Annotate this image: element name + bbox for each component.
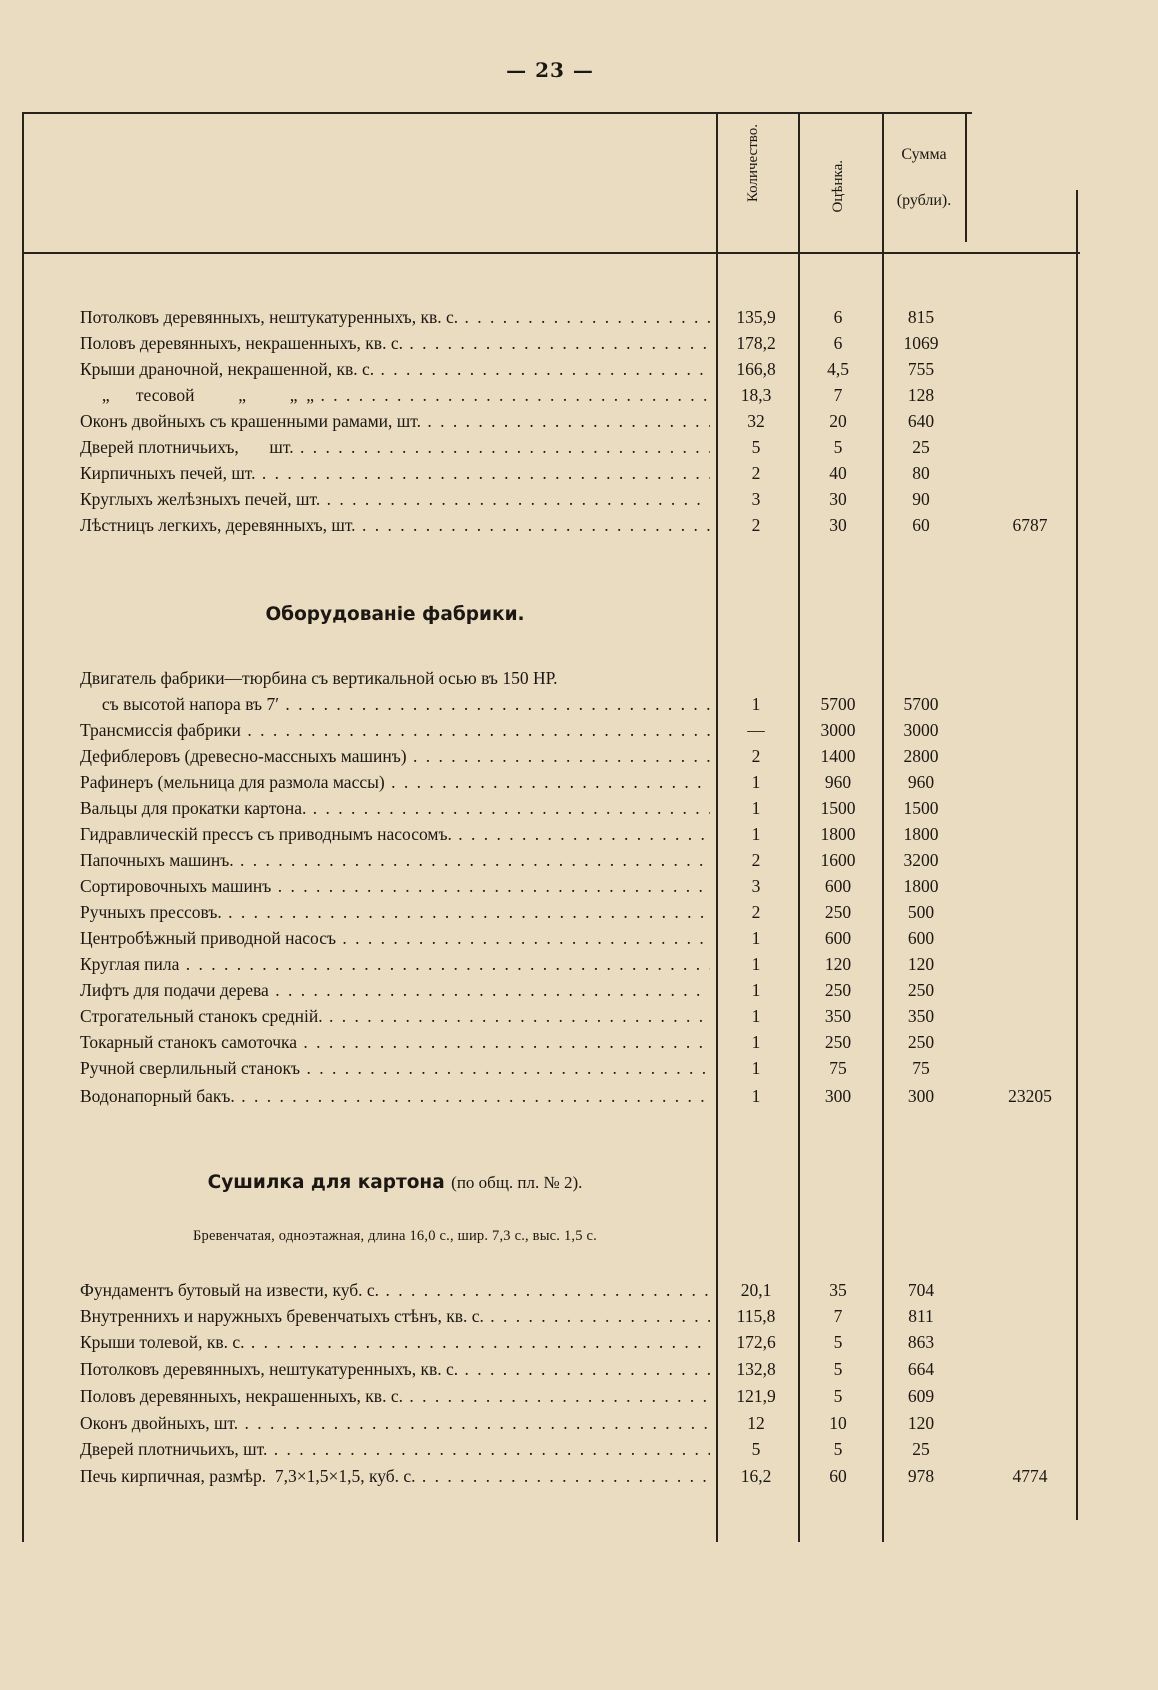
item-rate: 6 — [833, 333, 843, 353]
item-description: Двигатель фабрики—тюрбина съ вертикальной осью въ 150 НР. — [80, 668, 558, 688]
page-number: — 23 — — [506, 58, 594, 82]
item-quantity: 1 — [751, 772, 761, 792]
table-row — [80, 770, 1080, 794]
item-quantity: 166,8 — [736, 359, 776, 379]
table-row — [80, 1464, 1080, 1488]
item-rate: 30 — [829, 489, 847, 509]
section-title-equipment: Оборудованіе фабрики. — [265, 604, 525, 625]
item-sum: 120 — [907, 954, 935, 974]
item-description: Трансмиссія фабрики . . . — [80, 718, 710, 742]
item-quantity: 20,1 — [740, 1280, 772, 1300]
table-row — [80, 383, 1080, 407]
item-description: „ тесовой „ „ „ . . . — [80, 383, 710, 407]
item-sum: 664 — [907, 1359, 935, 1379]
table-row — [80, 513, 1080, 537]
item-description: Половъ деревянныхъ, некрашенныхъ, кв. с. . . . — [80, 331, 710, 355]
item-sum: 75 — [912, 1058, 930, 1078]
table-row — [80, 926, 1080, 950]
item-quantity: 1 — [751, 928, 761, 948]
item-quantity: 16,2 — [740, 1466, 772, 1486]
item-rate: 5 — [833, 437, 843, 457]
item-sum: 1069 — [903, 333, 939, 353]
item-rate: 5 — [833, 1332, 843, 1352]
item-description: Папочныхъ машинъ. . . . — [80, 848, 710, 872]
item-description: Дверей плотничьихъ, шт. . . . — [80, 1437, 710, 1461]
item-sum: 600 — [907, 928, 935, 948]
item-quantity: 32 — [747, 411, 765, 431]
item-sum: 500 — [907, 902, 935, 922]
item-rate: 3000 — [820, 720, 856, 740]
item-description: Крыши толевой, кв. с. . . . — [80, 1330, 710, 1354]
item-sum: 350 — [907, 1006, 935, 1026]
item-sum: 3000 — [903, 720, 939, 740]
item-sum: 90 — [912, 489, 930, 509]
section-note-dryer: Бревенчатая, одноэтажная, длина 16,0 с., шир. 7,3 с., выс. 1,5 с. — [193, 1228, 597, 1244]
table-row — [80, 357, 1080, 381]
table-row — [80, 874, 1080, 898]
item-quantity: 1 — [751, 694, 761, 714]
item-description: Сортировочныхъ машинъ . . . — [80, 874, 710, 898]
item-description: Лѣстницъ легкихъ, деревянныхъ, шт. . . . — [80, 513, 710, 537]
item-rate: 350 — [824, 1006, 852, 1026]
item-quantity: 1 — [751, 1032, 761, 1052]
item-quantity: 121,9 — [736, 1386, 776, 1406]
item-sum: 863 — [907, 1332, 935, 1352]
item-quantity: 1 — [751, 1086, 761, 1106]
item-quantity: 1 — [751, 798, 761, 818]
item-sum: 811 — [908, 1306, 934, 1326]
item-total: 23205 — [1008, 1086, 1052, 1106]
item-quantity: 132,8 — [736, 1359, 776, 1379]
item-description: Рафинеръ (мельница для размола массы) . . . — [80, 770, 710, 794]
item-sum: 2800 — [903, 746, 939, 766]
header-bottom-rule — [22, 252, 1080, 254]
item-sum: 609 — [907, 1386, 935, 1406]
item-description: Потолковъ деревянныхъ, нештукатуренныхъ, кв. с. . . . — [80, 305, 710, 329]
item-rate: 6 — [833, 307, 843, 327]
item-sum: 120 — [907, 1413, 935, 1433]
item-quantity: 178,2 — [736, 333, 776, 353]
item-sum: 80 — [912, 463, 930, 483]
header-sum-line2: (рубли). — [896, 192, 952, 209]
table-row — [80, 848, 1080, 872]
item-quantity: 2 — [751, 463, 761, 483]
item-sum: 250 — [907, 1032, 935, 1052]
item-rate: 250 — [824, 902, 852, 922]
item-sum: 815 — [907, 307, 935, 327]
item-sum: 640 — [907, 411, 935, 431]
table-row — [80, 1384, 1080, 1408]
table-row — [80, 1330, 1080, 1354]
table-row — [80, 900, 1080, 924]
item-rate: 10 — [829, 1413, 847, 1433]
item-rate: 5 — [833, 1359, 843, 1379]
item-rate: 7 — [833, 385, 843, 405]
item-total: 6787 — [1012, 515, 1048, 535]
item-rate: 300 — [824, 1086, 852, 1106]
item-description: Оконъ двойныхъ, шт. . . . — [80, 1411, 710, 1435]
item-description: Печь кирпичная, размѣр. 7,3×1,5×1,5, куб. с. . . . — [80, 1464, 710, 1488]
item-sum: 704 — [907, 1280, 935, 1300]
item-quantity: 2 — [751, 902, 761, 922]
table-row — [80, 1357, 1080, 1381]
table-row — [80, 822, 1080, 846]
header-quantity: Количество. — [745, 124, 761, 203]
table-row — [80, 978, 1080, 1002]
item-description: Круглая пила . . . — [80, 952, 710, 976]
item-rate: 20 — [829, 411, 847, 431]
item-description: Половъ деревянныхъ, некрашенныхъ, кв. с. . . . — [80, 1384, 710, 1408]
table-row — [80, 435, 1080, 459]
item-description: Вальцы для прокатки картона. . . . — [80, 796, 710, 820]
col-divider-total — [965, 112, 967, 242]
item-quantity: 1 — [751, 980, 761, 1000]
item-description: Ручныхъ прессовъ. . . . — [80, 900, 710, 924]
section-title-dryer-sub: (по общ. пл. № 2). — [451, 1173, 583, 1192]
item-quantity: 3 — [751, 489, 761, 509]
item-description: Крыши драночной, некрашенной, кв. с. . . . — [80, 357, 710, 381]
table-row — [80, 331, 1080, 355]
item-rate: 250 — [824, 1032, 852, 1052]
table-row — [80, 1411, 1080, 1435]
item-sum: 250 — [907, 980, 935, 1000]
item-description: Оконъ двойныхъ съ крашенными рамами, шт. . . . — [80, 409, 710, 433]
item-rate: 7 — [833, 1306, 843, 1326]
table-row — [80, 1004, 1080, 1028]
section-title-dryer — [80, 1172, 710, 1193]
item-rate: 1800 — [820, 824, 856, 844]
item-rate: 1400 — [820, 746, 856, 766]
item-sum: 1800 — [903, 876, 939, 896]
left-border — [22, 112, 24, 1542]
item-quantity: 18,3 — [740, 385, 772, 405]
item-sum: 300 — [907, 1086, 935, 1106]
item-sum: 25 — [912, 1439, 930, 1459]
table-row — [80, 1030, 1080, 1054]
item-quantity: 1 — [751, 954, 761, 974]
item-sum: 3200 — [903, 850, 939, 870]
item-rate: 4,5 — [827, 359, 849, 379]
table-top-rule — [22, 112, 972, 114]
item-quantity: 1 — [751, 1006, 761, 1026]
item-description: Строгательный станокъ средній. . . . — [80, 1004, 710, 1028]
item-rate: 60 — [829, 1466, 847, 1486]
table-row — [80, 1084, 1080, 1108]
item-description: Гидравлическій прессъ съ приводнымъ насосомъ. . . . — [80, 822, 710, 846]
item-rate: 1600 — [820, 850, 856, 870]
item-quantity: 1 — [751, 824, 761, 844]
section-title-dryer-main: Сушилка для картона — [207, 1172, 445, 1193]
table-row — [80, 744, 1080, 768]
item-description: Водонапорный бакъ. . . . — [80, 1084, 710, 1108]
item-rate: 5 — [833, 1439, 843, 1459]
table-row — [80, 718, 1080, 742]
item-quantity: 5 — [751, 1439, 761, 1459]
table-row — [80, 796, 1080, 820]
item-rate: 600 — [824, 928, 852, 948]
table-row — [80, 409, 1080, 433]
item-rate: 40 — [829, 463, 847, 483]
item-sum: 60 — [912, 515, 930, 535]
item-rate: 5 — [833, 1386, 843, 1406]
item-rate: 250 — [824, 980, 852, 1000]
item-rate: 960 — [824, 772, 852, 792]
item-description: Фундаментъ бутовый на извести, куб. с. . . . — [80, 1278, 710, 1302]
item-quantity: 2 — [751, 515, 761, 535]
item-quantity: 2 — [751, 746, 761, 766]
item-quantity: 1 — [751, 1058, 761, 1078]
table-row — [80, 1304, 1080, 1328]
item-rate: 35 — [829, 1280, 847, 1300]
item-sum: 978 — [907, 1466, 935, 1486]
item-sum: 128 — [907, 385, 935, 405]
item-description: Кирпичныхъ печей, шт. . . . — [80, 461, 710, 485]
item-sum: 5700 — [903, 694, 939, 714]
item-quantity: 3 — [751, 876, 761, 896]
header-sum-line1: Сумма — [901, 146, 947, 163]
item-description: Круглыхъ желѣзныхъ печей, шт. . . . — [80, 487, 710, 511]
item-rate: 75 — [829, 1058, 847, 1078]
item-quantity: 12 — [747, 1413, 765, 1433]
item-sum: 755 — [907, 359, 935, 379]
table-row — [80, 1278, 1080, 1302]
table-row — [80, 952, 1080, 976]
table-row — [80, 487, 1080, 511]
item-quantity: — — [747, 720, 765, 740]
table-row — [80, 1437, 1080, 1461]
item-description: Лифтъ для подачи дерева . . . — [80, 978, 710, 1002]
item-sum: 1500 — [903, 798, 939, 818]
item-description: съ высотой напора въ 7′ . . . — [80, 692, 710, 716]
item-rate: 30 — [829, 515, 847, 535]
item-description: Внутреннихъ и наружныхъ бревенчатыхъ стѣнъ, кв. с. . . . — [80, 1304, 710, 1328]
item-description: Центробѣжный приводной насосъ . . . — [80, 926, 710, 950]
item-sum: 960 — [907, 772, 935, 792]
item-quantity: 135,9 — [736, 307, 776, 327]
item-quantity: 115,8 — [736, 1306, 776, 1326]
table-row — [80, 305, 1080, 329]
item-description: Ручной сверлильный станокъ . . . — [80, 1056, 710, 1080]
item-sum: 25 — [912, 437, 930, 457]
item-total: 4774 — [1012, 1466, 1048, 1486]
item-rate: 1500 — [820, 798, 856, 818]
item-description: Дефиблеровъ (древесно-массныхъ машинъ) . . . — [80, 744, 710, 768]
item-description: Токарный станокъ самоточка . . . — [80, 1030, 710, 1054]
table-row — [80, 461, 1080, 485]
item-sum: 1800 — [903, 824, 939, 844]
table-row — [80, 692, 1080, 716]
item-quantity: 172,6 — [736, 1332, 776, 1352]
table-row — [80, 666, 1080, 690]
item-rate: 5700 — [820, 694, 856, 714]
item-description: Потолковъ деревянныхъ, нештукатуренныхъ, кв. с. . . . — [80, 1357, 710, 1381]
table-row — [80, 1056, 1080, 1080]
header-rate: Оцѣнка. — [830, 160, 846, 213]
item-quantity: 5 — [751, 437, 761, 457]
item-rate: 600 — [824, 876, 852, 896]
item-description: Дверей плотничьихъ, шт. . . . — [80, 435, 710, 459]
item-quantity: 2 — [751, 850, 761, 870]
item-rate: 120 — [824, 954, 852, 974]
